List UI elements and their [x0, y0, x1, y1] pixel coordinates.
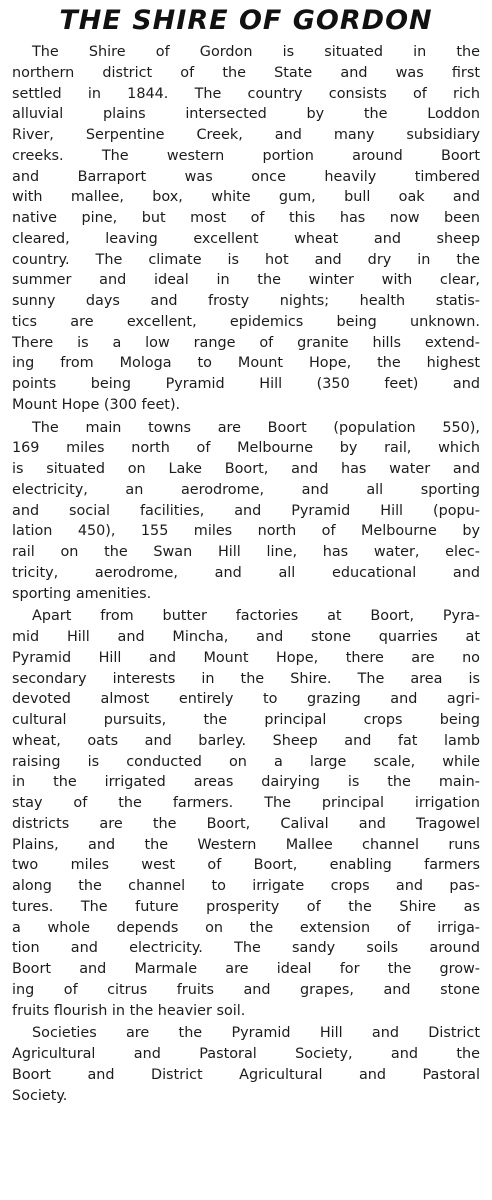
paragraph-line: There is a low range of granite hills extend-	[12, 334, 480, 351]
paragraph-line: The Shire of Gordon is situated in the	[32, 44, 480, 60]
paragraph-line: sunny days and frosty nights; health statis-	[12, 293, 480, 309]
paragraph-line: Mount Hope (300 feet).	[12, 396, 181, 413]
paragraph-line: cleared, leaving excellent wheat and sheep	[12, 230, 480, 247]
paragraph-line: devoted almost entirely to grazing and agri-	[12, 691, 480, 708]
paragraph-line: River, Serpentine Creek, and many subsidiary	[12, 127, 480, 143]
paragraph	[12, 1023, 480, 1106]
paragraph-line: tics are excellent, epidemics being unknown.	[12, 313, 480, 330]
paragraph-line: in the irrigated areas dairying is the main-	[12, 774, 480, 791]
paragraph-line: two miles west of Boort, enabling farmers	[12, 857, 480, 874]
paragraph-line: cultural pursuits, the principal crops being	[12, 712, 480, 728]
paragraph-line: The main towns are Boort (population 550),	[32, 419, 480, 436]
paragraph-line: country. The climate is hot and dry in the	[12, 251, 480, 268]
paragraph-line: secondary interests in the Shire. The area is	[12, 670, 480, 687]
paragraph-line: native pine, but most of this has now been	[12, 210, 480, 226]
paragraph-line: stay of the farmers. The principal irrigation	[12, 795, 480, 811]
article-body	[12, 42, 480, 1106]
paragraph-line: summer and ideal in the winter with clear,	[12, 272, 480, 289]
paragraph-line: lation 450), 155 miles north of Melbourne by	[12, 523, 480, 540]
paragraph-line: Boort and District Agricultural and Pastoral	[12, 1066, 480, 1083]
paragraph-line: Agricultural and Pastoral Society, and the	[12, 1046, 480, 1062]
paragraph-line: and Barraport was once heavily timbered	[12, 168, 480, 185]
paragraph-line: mid Hill and Mincha, and stone quarries at	[12, 629, 480, 645]
paragraph-line: Apart from butter factories at Boort, Pyra-	[32, 608, 480, 625]
paragraph-line: tures. The future prosperity of the Shire as	[12, 898, 480, 915]
paragraph-line: along the channel to irrigate crops and pas-	[12, 878, 480, 894]
paragraph-line: Pyramid Hill and Mount Hope, there are no	[12, 649, 480, 666]
paragraph-line: Societies are the Pyramid Hill and District	[32, 1025, 480, 1042]
paragraph-line: fruits flourish in the heavier soil.	[12, 1002, 246, 1019]
paragraph-line: settled in 1844. The country consists of rich	[12, 85, 480, 102]
paragraph-line: northern district of the State and was first	[12, 64, 480, 81]
paragraph-line: wheat, oats and barley. Sheep and fat lamb	[12, 732, 480, 749]
paragraph-line: with mallee, box, white gum, bull oak and	[12, 189, 480, 206]
paragraph-line: Boort and Marmale are ideal for the grow-	[12, 961, 480, 977]
paragraph-line: Plains, and the Western Mallee channel runs	[12, 836, 480, 853]
paragraph-line: points being Pyramid Hill (350 feet) and	[12, 376, 480, 392]
paragraph-line: and social facilities, and Pyramid Hill (popu-	[12, 502, 480, 519]
page-title: THE SHIRE OF GORDON	[59, 5, 433, 36]
paragraph-line: 169 miles north of Melbourne by rail, which	[12, 440, 480, 457]
paragraph-line: a whole depends on the extension of irriga-	[12, 919, 480, 936]
paragraph	[12, 418, 480, 605]
paragraph-line: districts are the Boort, Calival and Tragowel	[12, 815, 480, 832]
paragraph-line: electricity, an aerodrome, and all sporting	[12, 481, 480, 498]
paragraph-line: ing from Mologa to Mount Hope, the highest	[12, 355, 480, 372]
paragraph	[12, 606, 480, 1021]
paragraph-line: tion and electricity. The sandy soils around	[12, 940, 480, 957]
paragraph	[12, 42, 480, 416]
paragraph-line: ing of citrus fruits and grapes, and stone	[12, 981, 480, 998]
paragraph-line: tricity, aerodrome, and all educational and	[12, 564, 480, 581]
paragraph-line: creeks. The western portion around Boort	[12, 147, 480, 164]
paragraph-line: raising is conducted on a large scale, while	[12, 753, 480, 770]
paragraph-line: alluvial plains intersected by the Loddon	[12, 106, 480, 123]
paragraph-line: Society.	[12, 1087, 68, 1104]
paragraph-line: rail on the Swan Hill line, has water, elec-	[12, 544, 480, 560]
paragraph-line: is situated on Lake Boort, and has water and	[12, 461, 480, 477]
paragraph-line: sporting amenities.	[12, 585, 152, 602]
